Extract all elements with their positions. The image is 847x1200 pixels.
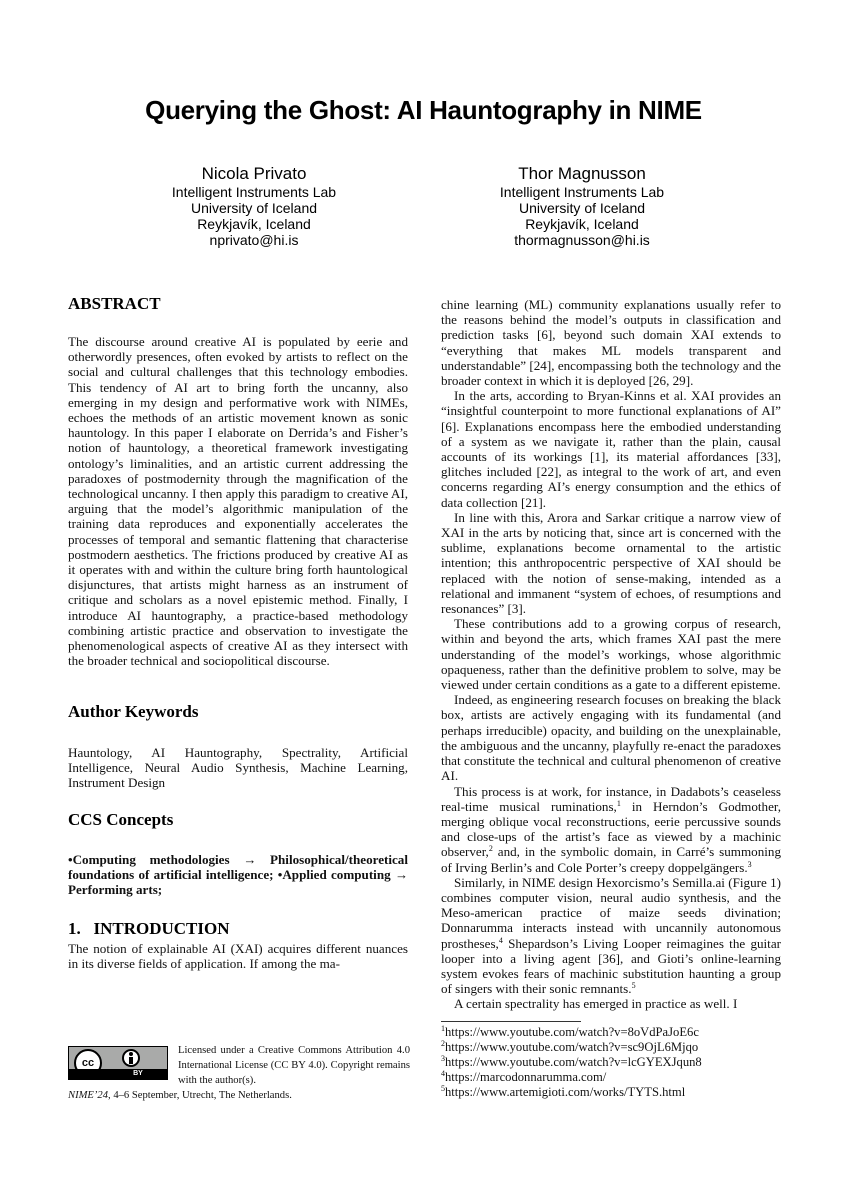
author-affiliation: Intelligent Instruments Lab [171, 184, 337, 200]
text-run: in Herndon’s Godmother, merging oblique vocal reconstructions, eerie percussive sounds and close-ups of the artist’s face as viewed by a machinic observer, [441, 798, 781, 860]
introduction-paragraph-6 [441, 784, 781, 875]
footnote-4 [441, 1070, 781, 1085]
keywords-heading: Author Keywords [68, 702, 199, 721]
author-university: University of Iceland [518, 200, 646, 216]
text-run: This process is at work, for instance, in Dadabots’s ceaseless real-time musical ruminations, [441, 783, 781, 814]
ccs-text: •Computing methodologies → Philosophical/theoretical foundations of artificial intelligence; •Applied computing → Performing arts; [68, 852, 408, 898]
ccs-heading: CCS Concepts [68, 810, 174, 829]
introduction-paragraph-2: In the arts, according to Bryan-Kinns et al. XAI provides an “insightful counterpoint to more functional explanations of AI” [6]. Explanations encompass here the embodied understanding of a system as we navigate it, rather than the plain, causal accounts of its workings [1], its material affordances [33], glitches included [22], as integral to the work of art, and even concerns regarding AI’s energy consumption and the ethics of data collection [21]. [441, 388, 781, 510]
venue-line [68, 1088, 292, 1103]
footnote-mark[interactable]: 4 [498, 935, 503, 945]
author-block-1 [124, 164, 384, 248]
author-name: Nicola Privato [201, 164, 307, 183]
text-run: and, in the symbolic domain, in Carré’s summoning of Irving Berlin’s and Cole Porter’s creepy doppelgängers. [441, 844, 781, 875]
text-run: Shepardson’s Living Looper reimagines the guitar looper into a living agent [36], and Gioti’s online-learning system evokes fears of machinic substitution haunting a group of singers with their sonic remnants. [441, 935, 781, 997]
introduction-heading: 1. INTRODUCTION [68, 919, 230, 938]
author-affiliation: Intelligent Instruments Lab [499, 184, 665, 200]
footnote-mark[interactable]: 5 [631, 981, 636, 991]
abstract-text: The discourse around creative AI is populated by eerie and otherwordly presences, often evoked by artists to reflect on the social and cultural challenges that this technology embodies. This tendency of AI art to bring forth the uncanny, also emerging in my design and performative work with NIMEs, echoes the methods of an artistic movement known as sonic hauntology. In this paper I elaborate on Derrida’s and Fisher’s notion of hauntology, a theoretical framework investigating ontology’s liminalities, and an artistic current addressing the paradoxes of postmodernity through the magnification of the technological uncanny. I then apply this paradigm to creative AI, arguing that the model’s algorithmic manipulation of the training data reproduces and exponentially accelerates the processes of temporal and semantic flattening that characterise postmodern aesthetics. The frictions produced by creative AI as it operates with and within the culture bring forth hauntological disjunctures, that artists might harness as an instrument of critique and scholars as a novel epistemic method. Finally, I introduce AI hauntography, a practice-based methodology combining artistic practice and observation to investigate the phenomenological aspects of creative AI as they intersect with the broader technical and sociopolitical discourse. [68, 334, 408, 669]
footnote-number: 5 [441, 1084, 445, 1093]
footnote-2 [441, 1040, 781, 1055]
footnote-mark[interactable]: 1 [616, 798, 621, 808]
footnote-rule [441, 1021, 581, 1022]
footnote-1 [441, 1025, 781, 1040]
footnote-number: 3 [441, 1054, 445, 1063]
footnote-link[interactable]: https://www.artemigioti.com/works/TYTS.html [445, 1085, 686, 1099]
footnote-3 [441, 1055, 781, 1070]
introduction-paragraph-continued: chine learning (ML) community explanations usually refer to the reasons behind the model’s outputs in classification and prediction tasks [6], beyond such domain XAI extends to “everything that makes ML models transparent and understandable” [24], encompassing both the technology and the broader context in which it is deployed [26, 29]. [441, 297, 781, 389]
footnote-link[interactable]: https://marcodonnarumma.com/ [445, 1070, 607, 1084]
footnote-number: 2 [441, 1039, 445, 1048]
footnote-link[interactable]: https://www.youtube.com/watch?v=sc9OjL6Mjqo [445, 1040, 699, 1054]
author-location: Reykjavík, Iceland [197, 216, 311, 232]
footnote-mark[interactable]: 3 [747, 859, 752, 869]
cc-icon: cc [74, 1049, 102, 1077]
keywords-text: Hauntology, AI Hauntography, Spectrality, Artificial Intelligence, Neural Audio Synthesis, Machine Learning, Instrument Design [68, 745, 408, 791]
abstract-heading: ABSTRACT [68, 294, 161, 313]
introduction-paragraph-8: A certain spectrality has emerged in practice as well. I [454, 996, 738, 1012]
introduction-paragraph-start: The notion of explainable AI (XAI) acquires different nuances in its diverse fields of application. If among the ma- [68, 941, 408, 972]
author-block-2 [452, 164, 712, 248]
footnote-link[interactable]: https://www.youtube.com/watch?v=lcGYEXJqun8 [445, 1055, 702, 1069]
introduction-paragraph-4: These contributions add to a growing corpus of research, within and beyond the arts, which frames XAI past the mere understanding of the model’s workings, whose algorithmic opaqueness, rather than the definitive problem to solve, may be viewed under certain conditions as a gate to a different episteme. [441, 616, 781, 693]
text-run: Similarly, in NIME design Hexorcismo’s Semilla.ai (Figure 1) combines computer vision, neural audio synthesis, and the Meso-american practice of maize seeds divination; Donnarumma interacts instead with uncannily autonomous prostheses, [441, 874, 781, 951]
footnotes [441, 1025, 781, 1100]
introduction-paragraph-7 [441, 875, 781, 997]
license-text: Licensed under a Creative Commons Attribution 4.0 International License (CC BY 4.0). Copyright remains with the author(s). [178, 1045, 410, 1086]
author-location: Reykjavík, Iceland [525, 216, 639, 232]
attribution-person-icon [122, 1049, 140, 1067]
author-email: thormagnusson@hi.is [514, 232, 650, 248]
introduction-paragraph-3: In line with this, Arora and Sarkar critique a narrow view of XAI in the arts by noticing that, since art is concerned with the sublime, explanations become ornamental to the artistic intention; this anthropocentric perspective of XAI should be replaced with the notion of sense-making, intended as a relational and immanent “system of echoes, of resumptions and resonances” [3]. [441, 509, 781, 617]
footnote-link[interactable]: https://www.youtube.com/watch?v=8oVdPaJoE6c [445, 1025, 699, 1039]
footnote-number: 4 [441, 1069, 445, 1078]
cc-by-badge[interactable] [68, 1046, 168, 1080]
by-label: BY [133, 1070, 143, 1077]
venue-name: NIME’24, [68, 1090, 111, 1101]
right-column [441, 297, 781, 1012]
introduction-paragraph-5: Indeed, as engineering research focuses on breaking the black box, artists are actively engaging with its fundamental (and perhaps irreducible) opacity, and building on the unexplainable, the ambiguous and the uncanny, playfully re-enact the paradoxes that constitute the technical and cultural phenomenon of creative AI. [441, 692, 781, 784]
author-email: nprivato@hi.is [209, 232, 299, 248]
venue-details: 4–6 September, Utrecht, The Netherlands. [110, 1090, 292, 1101]
footnote-number: 1 [441, 1024, 445, 1033]
footnote-5 [441, 1085, 781, 1100]
paper-title: Querying the Ghost: AI Hauntography in NIME [145, 95, 702, 125]
author-university: University of Iceland [190, 200, 318, 216]
author-name: Thor Magnusson [518, 164, 646, 183]
footnote-mark[interactable]: 2 [488, 844, 493, 854]
